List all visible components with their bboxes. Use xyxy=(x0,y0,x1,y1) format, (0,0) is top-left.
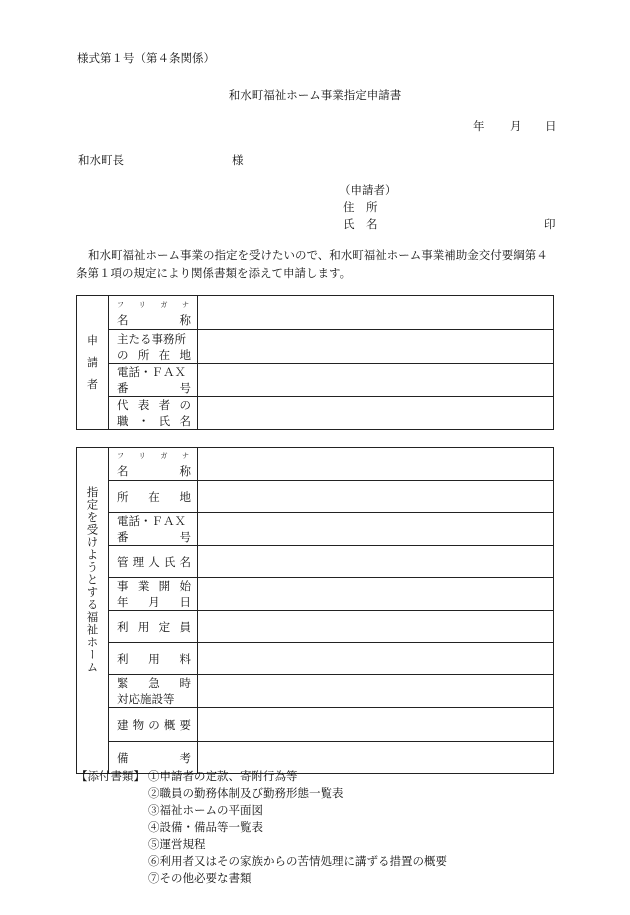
facility-value-cell[interactable] xyxy=(198,481,554,513)
facility-value-cell[interactable] xyxy=(198,643,554,675)
body-text: 和水町福祉ホーム事業の指定を受けたいので、和水町福祉ホーム事業補助金交付要綱第４条第１項の規定により関係書類を添えて申請します。 xyxy=(76,248,548,280)
label-line xyxy=(117,529,191,545)
label-segment: 職 xyxy=(117,414,129,428)
label-segment: 用 xyxy=(137,619,150,634)
label-segment: 利 xyxy=(117,651,129,666)
applicant-value-cell[interactable] xyxy=(198,397,554,430)
label-line xyxy=(117,717,191,733)
applicant-address-label: 住 所 xyxy=(343,200,378,214)
applicant-field-label xyxy=(109,397,198,430)
label-segment: 考 xyxy=(179,750,191,765)
label-segment: の xyxy=(148,717,160,732)
label-segment: リ xyxy=(138,452,146,460)
facility-field-label xyxy=(109,448,198,481)
label-line xyxy=(117,691,191,707)
label-line xyxy=(117,513,191,529)
label-segment: 日 xyxy=(179,595,191,609)
addressee-suffix: 様 xyxy=(232,153,244,167)
label-segment: の xyxy=(179,398,191,412)
label-segment: 料 xyxy=(179,651,191,666)
label-segment: 電話・ＦＡＸ xyxy=(117,514,186,528)
applicant-row xyxy=(77,296,554,330)
label-segment: 地 xyxy=(179,347,191,362)
applicant-field-label xyxy=(109,330,198,364)
facility-value-cell[interactable] xyxy=(198,611,554,643)
attachment-item: ⑤運営規程 xyxy=(148,837,206,851)
label-segment: 代 xyxy=(117,398,129,412)
label-line xyxy=(117,619,191,635)
label-segment: 人 xyxy=(148,554,160,569)
label-line xyxy=(117,489,191,505)
facility-field-label xyxy=(109,546,198,578)
applicant-row xyxy=(77,397,554,430)
label-segment: 利 xyxy=(117,619,129,634)
side-label-char: 者 xyxy=(87,377,98,391)
label-segment: 名 xyxy=(179,414,191,428)
attachment-item: ①申請者の定款、寄附行為等 xyxy=(148,769,298,783)
side-label-char: 請 xyxy=(87,355,98,369)
label-line xyxy=(117,675,191,691)
label-segment: の xyxy=(117,347,129,362)
attachments-heading: 【添付書類】 xyxy=(76,769,145,783)
label-line xyxy=(117,554,191,570)
label-line xyxy=(117,413,191,429)
label-segment: ナ xyxy=(181,452,189,460)
applicant-label: （申請者） xyxy=(339,183,397,197)
label-segment: 名 xyxy=(179,554,191,569)
facility-value-cell[interactable] xyxy=(198,708,554,742)
label-line xyxy=(117,594,191,610)
date-day-label: 日 xyxy=(545,119,557,133)
label-segment: 事 xyxy=(117,579,129,593)
facility-row xyxy=(77,611,554,643)
applicant-value-cell[interactable] xyxy=(198,296,554,330)
label-segment: 主たる事務所 xyxy=(117,331,186,346)
label-line xyxy=(117,364,191,380)
applicant-side-label xyxy=(77,296,109,430)
label-segment: 対応施設等 xyxy=(117,692,175,706)
facility-field-label xyxy=(109,708,198,742)
label-segment: 急 xyxy=(148,676,160,690)
document-title: 和水町福祉ホーム事業指定申請書 xyxy=(228,88,402,102)
label-segment: 称 xyxy=(179,312,191,327)
seal-mark: 印 xyxy=(544,217,556,231)
label-segment: 業 xyxy=(137,579,150,593)
label-segment: 在 xyxy=(158,347,171,362)
facility-row xyxy=(77,448,554,481)
label-line xyxy=(117,347,191,363)
label-segment: 番 xyxy=(117,530,129,544)
label-line xyxy=(117,312,191,328)
label-segment: 時 xyxy=(179,676,191,690)
label-segment: 所 xyxy=(117,489,129,504)
label-line xyxy=(117,380,191,396)
facility-value-cell[interactable] xyxy=(198,448,554,481)
facility-field-label xyxy=(109,611,198,643)
facility-table xyxy=(76,447,554,774)
body-paragraph xyxy=(76,247,556,282)
facility-row xyxy=(77,643,554,675)
label-segment: 氏 xyxy=(163,554,176,569)
label-segment: リ xyxy=(138,300,146,309)
applicant-row xyxy=(77,364,554,397)
label-segment: 員 xyxy=(179,619,191,634)
label-segment: 号 xyxy=(179,381,191,395)
label-segment: フ xyxy=(117,452,124,460)
label-segment: 号 xyxy=(179,530,191,544)
label-segment: 開 xyxy=(158,579,171,593)
label-segment: フ xyxy=(117,300,124,309)
date-month-label: 月 xyxy=(510,119,522,133)
facility-row xyxy=(77,546,554,578)
label-segment: ガ xyxy=(160,452,168,460)
label-segment: 電話・ＦＡＸ xyxy=(117,365,186,379)
addressee: 和水町長 xyxy=(78,153,124,167)
facility-field-label xyxy=(109,481,198,513)
label-line xyxy=(117,578,191,594)
applicant-field-label xyxy=(109,364,198,397)
label-line xyxy=(117,298,191,312)
attachment-item: ④設備・備品等一覧表 xyxy=(148,820,263,834)
label-segment: 在 xyxy=(148,489,160,504)
label-segment: 始 xyxy=(179,579,191,593)
label-line xyxy=(117,463,191,479)
applicant-table xyxy=(76,295,554,430)
label-line xyxy=(117,651,191,667)
facility-side-label xyxy=(77,448,109,774)
facility-value-cell[interactable] xyxy=(198,513,554,546)
label-line xyxy=(117,397,191,413)
form-number: 様式第１号（第４条関係） xyxy=(77,51,215,65)
facility-row xyxy=(77,481,554,513)
facility-field-label xyxy=(109,513,198,546)
label-segment: 名 xyxy=(117,312,129,327)
facility-row xyxy=(77,675,554,708)
label-segment: 者 xyxy=(158,398,171,412)
facility-value-cell[interactable] xyxy=(198,578,554,611)
label-segment: 用 xyxy=(148,651,160,666)
label-segment: 所 xyxy=(137,347,150,362)
side-label-text: 指定を受けようとする福祉ホーム xyxy=(85,485,100,673)
label-segment: 月 xyxy=(148,595,160,609)
label-line xyxy=(117,449,191,463)
label-segment: ・ xyxy=(137,414,150,428)
label-segment: 要 xyxy=(179,717,191,732)
applicant-field-label xyxy=(109,296,198,330)
label-segment: 地 xyxy=(179,489,191,504)
label-segment: 備 xyxy=(117,750,129,765)
facility-row xyxy=(77,513,554,546)
label-segment: 名 xyxy=(117,464,129,478)
label-segment: 氏 xyxy=(158,414,171,428)
facility-field-label xyxy=(109,643,198,675)
side-label-char: 申 xyxy=(87,333,98,347)
applicant-value-cell[interactable] xyxy=(198,364,554,397)
label-segment: 定 xyxy=(158,619,171,634)
label-segment: 管 xyxy=(117,554,129,569)
label-segment: 物 xyxy=(132,717,145,732)
label-segment: ガ xyxy=(160,300,168,309)
label-segment: 表 xyxy=(137,398,150,412)
applicant-value-cell[interactable] xyxy=(198,330,554,364)
label-line xyxy=(117,750,191,766)
label-segment: 理 xyxy=(132,554,145,569)
label-segment: 番 xyxy=(117,381,129,395)
date-year-label: 年 xyxy=(473,119,485,133)
attachment-item: ⑦その他必要な書類 xyxy=(148,871,252,885)
label-segment: 称 xyxy=(179,464,191,478)
label-segment: 緊 xyxy=(117,676,129,690)
label-segment: 建 xyxy=(117,717,129,732)
applicant-name-label: 氏 名 xyxy=(343,217,378,231)
facility-field-label xyxy=(109,578,198,611)
facility-value-cell[interactable] xyxy=(198,675,554,708)
facility-row xyxy=(77,578,554,611)
facility-row xyxy=(77,708,554,742)
label-line xyxy=(117,331,191,347)
label-segment: 概 xyxy=(163,717,176,732)
facility-value-cell[interactable] xyxy=(198,546,554,578)
facility-field-label xyxy=(109,675,198,708)
attachment-item: ③福祉ホームの平面図 xyxy=(148,803,263,817)
label-segment: ナ xyxy=(181,300,189,309)
attachment-item: ⑥利用者又はその家族からの苦情処理に講ずる措置の概要 xyxy=(148,854,447,868)
attachment-item: ②職員の勤務体制及び勤務形態一覧表 xyxy=(148,786,344,800)
applicant-row xyxy=(77,330,554,364)
label-segment: 年 xyxy=(117,595,129,609)
